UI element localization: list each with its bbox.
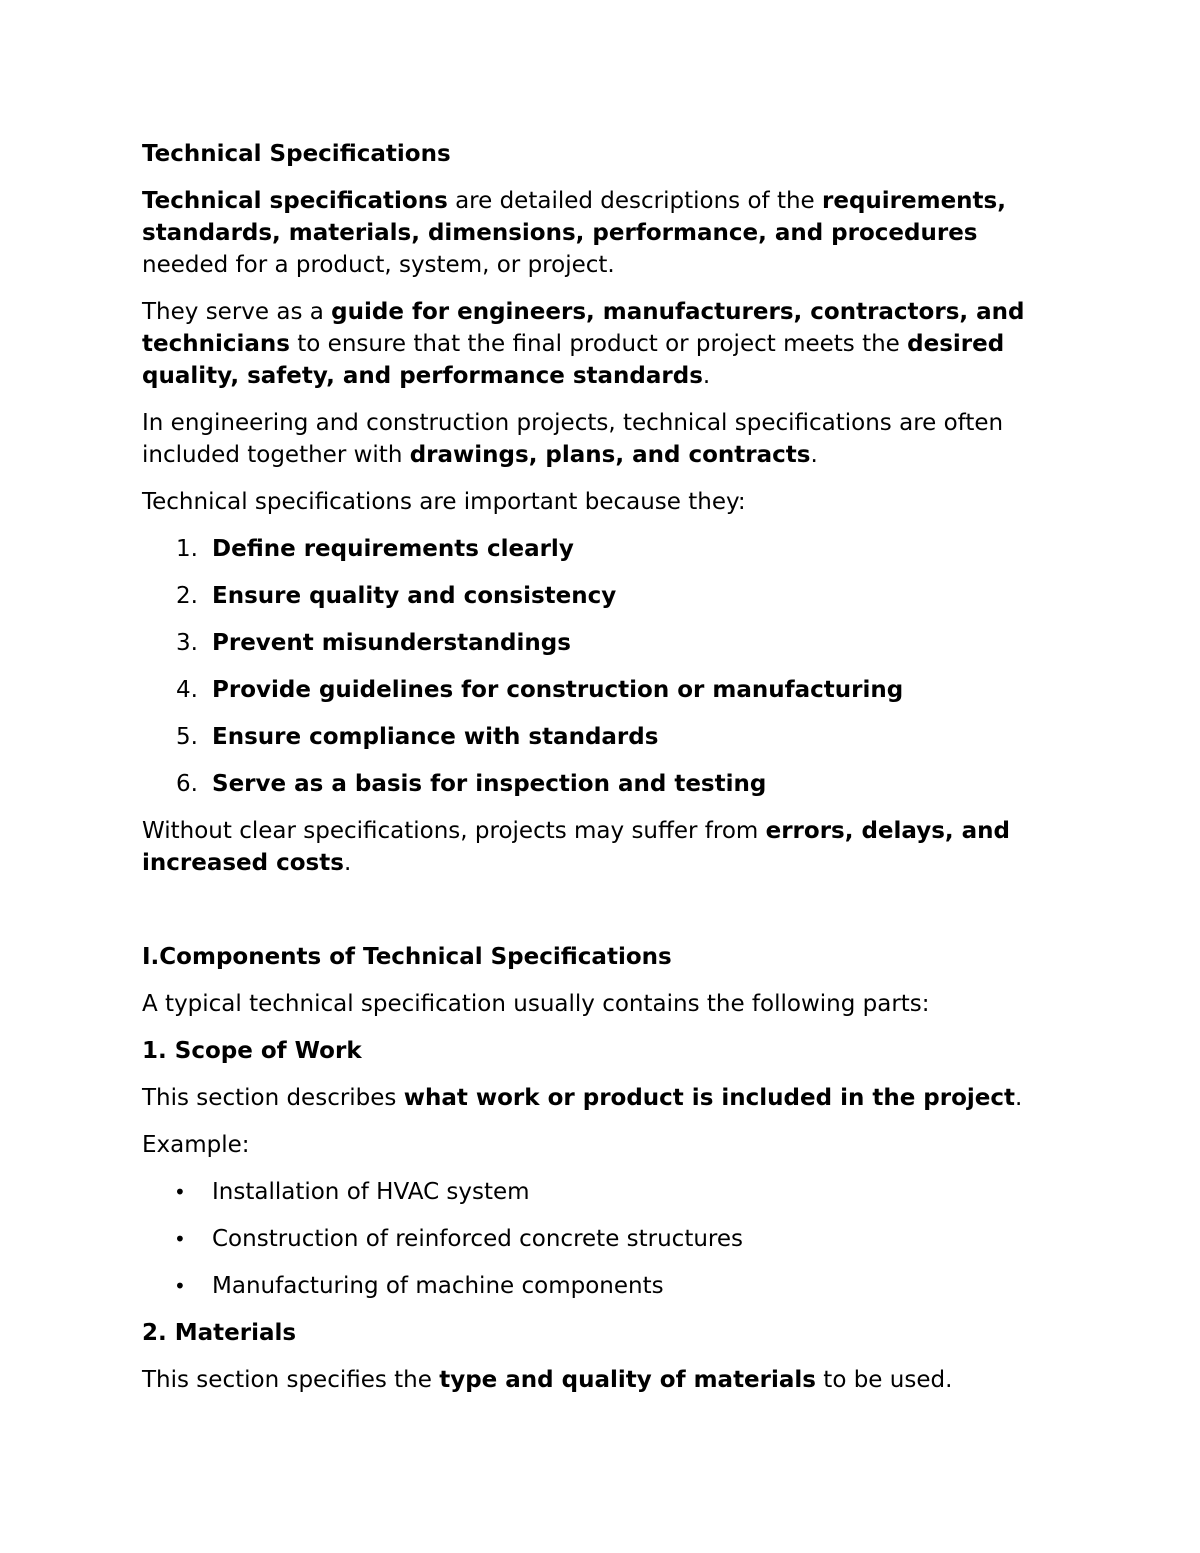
section-spacer [142,894,1062,941]
document-page [142,138,1062,1411]
intro-paragraph-importance: Technical specifications are important because they: [142,489,746,515]
bullet-icon: • [174,1274,186,1298]
importance-list [142,533,1062,800]
list-item: 6. Serve as a basis for inspection and testing [176,771,767,797]
section-heading-components: I.Components of Technical Specifications [142,944,672,970]
list-item: • Installation of HVAC system [142,1176,1062,1208]
conclusion-paragraph: Without clear specifications, projects may suffer from errors, delays, and increased costs. [142,818,1011,876]
scope-description: This section describes what work or product is included in the project. [142,1085,1023,1111]
list-item: 2. Ensure quality and consistency [176,583,617,609]
section-intro: A typical technical specification usually contains the following parts: [142,991,930,1017]
list-item: 3. Prevent misunderstandings [176,630,571,656]
intro-paragraph-context: In engineering and construction projects, technical specifications are often included together with drawings, plans, and contracts. [142,410,1004,468]
intro-paragraph-purpose: They serve as a guide for engineers, manufacturers, contractors, and technicians to ensure that the final product or project meets the desired quality, safety, and performance standards. [142,299,1025,389]
bullet-icon: • [174,1227,186,1251]
bullet-icon: • [174,1180,186,1204]
scope-examples-list [142,1176,1062,1302]
example-label: Example: [142,1132,250,1158]
list-item: • Manufacturing of machine components [142,1270,1062,1302]
list-item: 1. Define requirements clearly [176,536,574,562]
intro-paragraph-definition: Technical specifications are detailed descriptions of the requirements, standards, materials, dimensions, performance, and procedures needed for a product, system, or project. [142,188,1006,278]
list-item: 4. Provide guidelines for construction or manufacturing [176,677,904,703]
materials-description: This section specifies the type and quality of materials to be used. [142,1367,953,1393]
subsection-heading-materials: 2. Materials [142,1320,297,1346]
list-item: • Construction of reinforced concrete structures [142,1223,1062,1255]
list-item: 5. Ensure compliance with standards [176,724,659,750]
document-title: Technical Specifications [142,141,451,167]
subsection-heading-scope: 1. Scope of Work [142,1038,362,1064]
